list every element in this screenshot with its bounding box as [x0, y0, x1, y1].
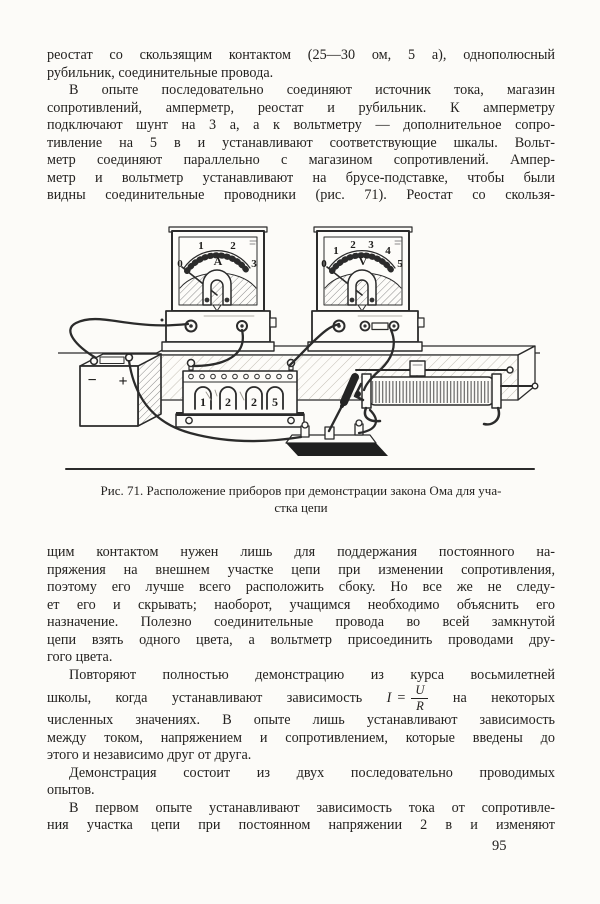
text-line: тивление на 5 в и устанавливают соответствующие шкалы. Вольт- — [47, 134, 555, 151]
formula-word: школы, — [47, 689, 92, 706]
voltmeter-tick-label: 4 — [385, 245, 391, 257]
formula-word: зависимость — [286, 689, 363, 706]
text-line: подключают шунт на 3 а, а к вольтметру — дополнительное сопро- — [47, 117, 555, 133]
battery-plus-sign: + — [118, 373, 128, 390]
text-line: рубильник, соединительные провода. — [47, 64, 274, 81]
series-resistor — [372, 323, 388, 330]
equals-sign: = — [397, 689, 406, 706]
formula-word: устанавливают — [171, 689, 263, 706]
ammeter-tick-label: 1 — [198, 240, 204, 252]
voltmeter-tick-label: 5 — [397, 258, 403, 270]
text-line: метр соединяют параллельно с магазином сопротивлений. Ампер- — [47, 152, 555, 168]
text-line: В опыте последовательно соединяют источник тока, магазин — [69, 82, 555, 98]
caption-line: Рис. 71. Расположение приборов при демонстрации закона Ома для уча- — [100, 483, 502, 498]
ammeter-tick-label: 0 — [177, 258, 183, 270]
text-line: видны соединительные проводники (рис. 71). Реостат со скользя- — [47, 187, 555, 203]
text-line: назначение. Полезно соединительные провода во всей замкнутой — [47, 614, 555, 630]
rheostat-slider — [410, 361, 425, 376]
figure-illustration — [58, 224, 540, 476]
text-line: В первом опыте устанавливают зависимость тока от сопротивле- — [69, 799, 555, 816]
text-line: опытов. — [47, 782, 95, 798]
voltmeter-tick-label: 0 — [321, 258, 327, 270]
text-line: цепи взять одного цвета, а вольтметр присоединить проводами дру- — [47, 631, 555, 648]
plug-label: 2 — [225, 395, 231, 409]
text-line: пряжения на внешнем участке цепи при изменении сопротивления, — [47, 561, 555, 578]
ammeter-tick-label: 3 — [251, 258, 257, 270]
ammeter-tick-label: 2 — [230, 240, 236, 252]
formula-word: когда — [115, 689, 148, 706]
formula-current-symbol: I — [386, 689, 392, 706]
lower-text-block — [47, 544, 555, 835]
upper-text-block — [47, 47, 555, 205]
figure-caption — [47, 482, 555, 516]
fraction-denominator: R — [416, 699, 424, 713]
page-number: 95 — [492, 838, 507, 854]
text-line: между током, напряжением и сопротивлением, которые введены до — [47, 729, 555, 746]
text-line: Повторяют полностью демонстрацию из курса восьмилетней — [69, 666, 555, 683]
voltmeter-tick-label: 2 — [350, 239, 356, 251]
text-line: гого цвета. — [47, 649, 113, 665]
battery-minus-sign: − — [87, 372, 97, 389]
battery — [80, 354, 161, 426]
text-line: поэтому его лучше всего расположить сбоку. Но все же не следу- — [47, 579, 555, 595]
ammeter-unit-label: A — [213, 254, 223, 268]
text-line: сопротивлений, амперметр, реостат и рубильник. К амперметру — [47, 99, 555, 116]
plug-label: 2 — [251, 395, 257, 409]
text-line: метр и вольтметр устанавливают на брусе-подставке, чтобы были — [47, 169, 555, 186]
voltmeter — [308, 227, 424, 351]
plug-label: 1 — [200, 395, 206, 409]
plug-label: 5 — [272, 395, 278, 409]
text-line: реостат со скользящим контактом (25—30 ом, 5 а), однополюсный — [47, 47, 555, 63]
formula-line — [47, 684, 555, 712]
ammeter — [162, 227, 276, 351]
formula-word: некоторых — [491, 689, 555, 706]
voltmeter-unit-label: V — [358, 254, 368, 268]
text-line: ния участка цепи при постоянном напряжении 2 в и изменяют — [47, 817, 555, 833]
fraction — [411, 683, 428, 713]
voltmeter-tick-label: 1 — [333, 245, 339, 257]
text-line: этого и независимо друг от друга. — [47, 747, 252, 763]
ohms-law-formula — [387, 683, 429, 713]
formula-word: на — [452, 689, 467, 706]
text-line: щим контактом нужен лишь для поддержания постоянного на- — [47, 544, 555, 560]
text-line: численных значениях. В опыте лишь устанавливают зависимость — [47, 712, 555, 728]
text-line: Демонстрация состоит из двух последовательно проводимых — [69, 764, 555, 781]
caption-line: стка цепи — [274, 500, 328, 515]
text-line: ет его и скрывать; наоборот, учащимся необходимо объяснить его — [47, 596, 555, 613]
voltmeter-tick-label: 3 — [368, 239, 374, 251]
fraction-numerator: U — [411, 683, 428, 699]
